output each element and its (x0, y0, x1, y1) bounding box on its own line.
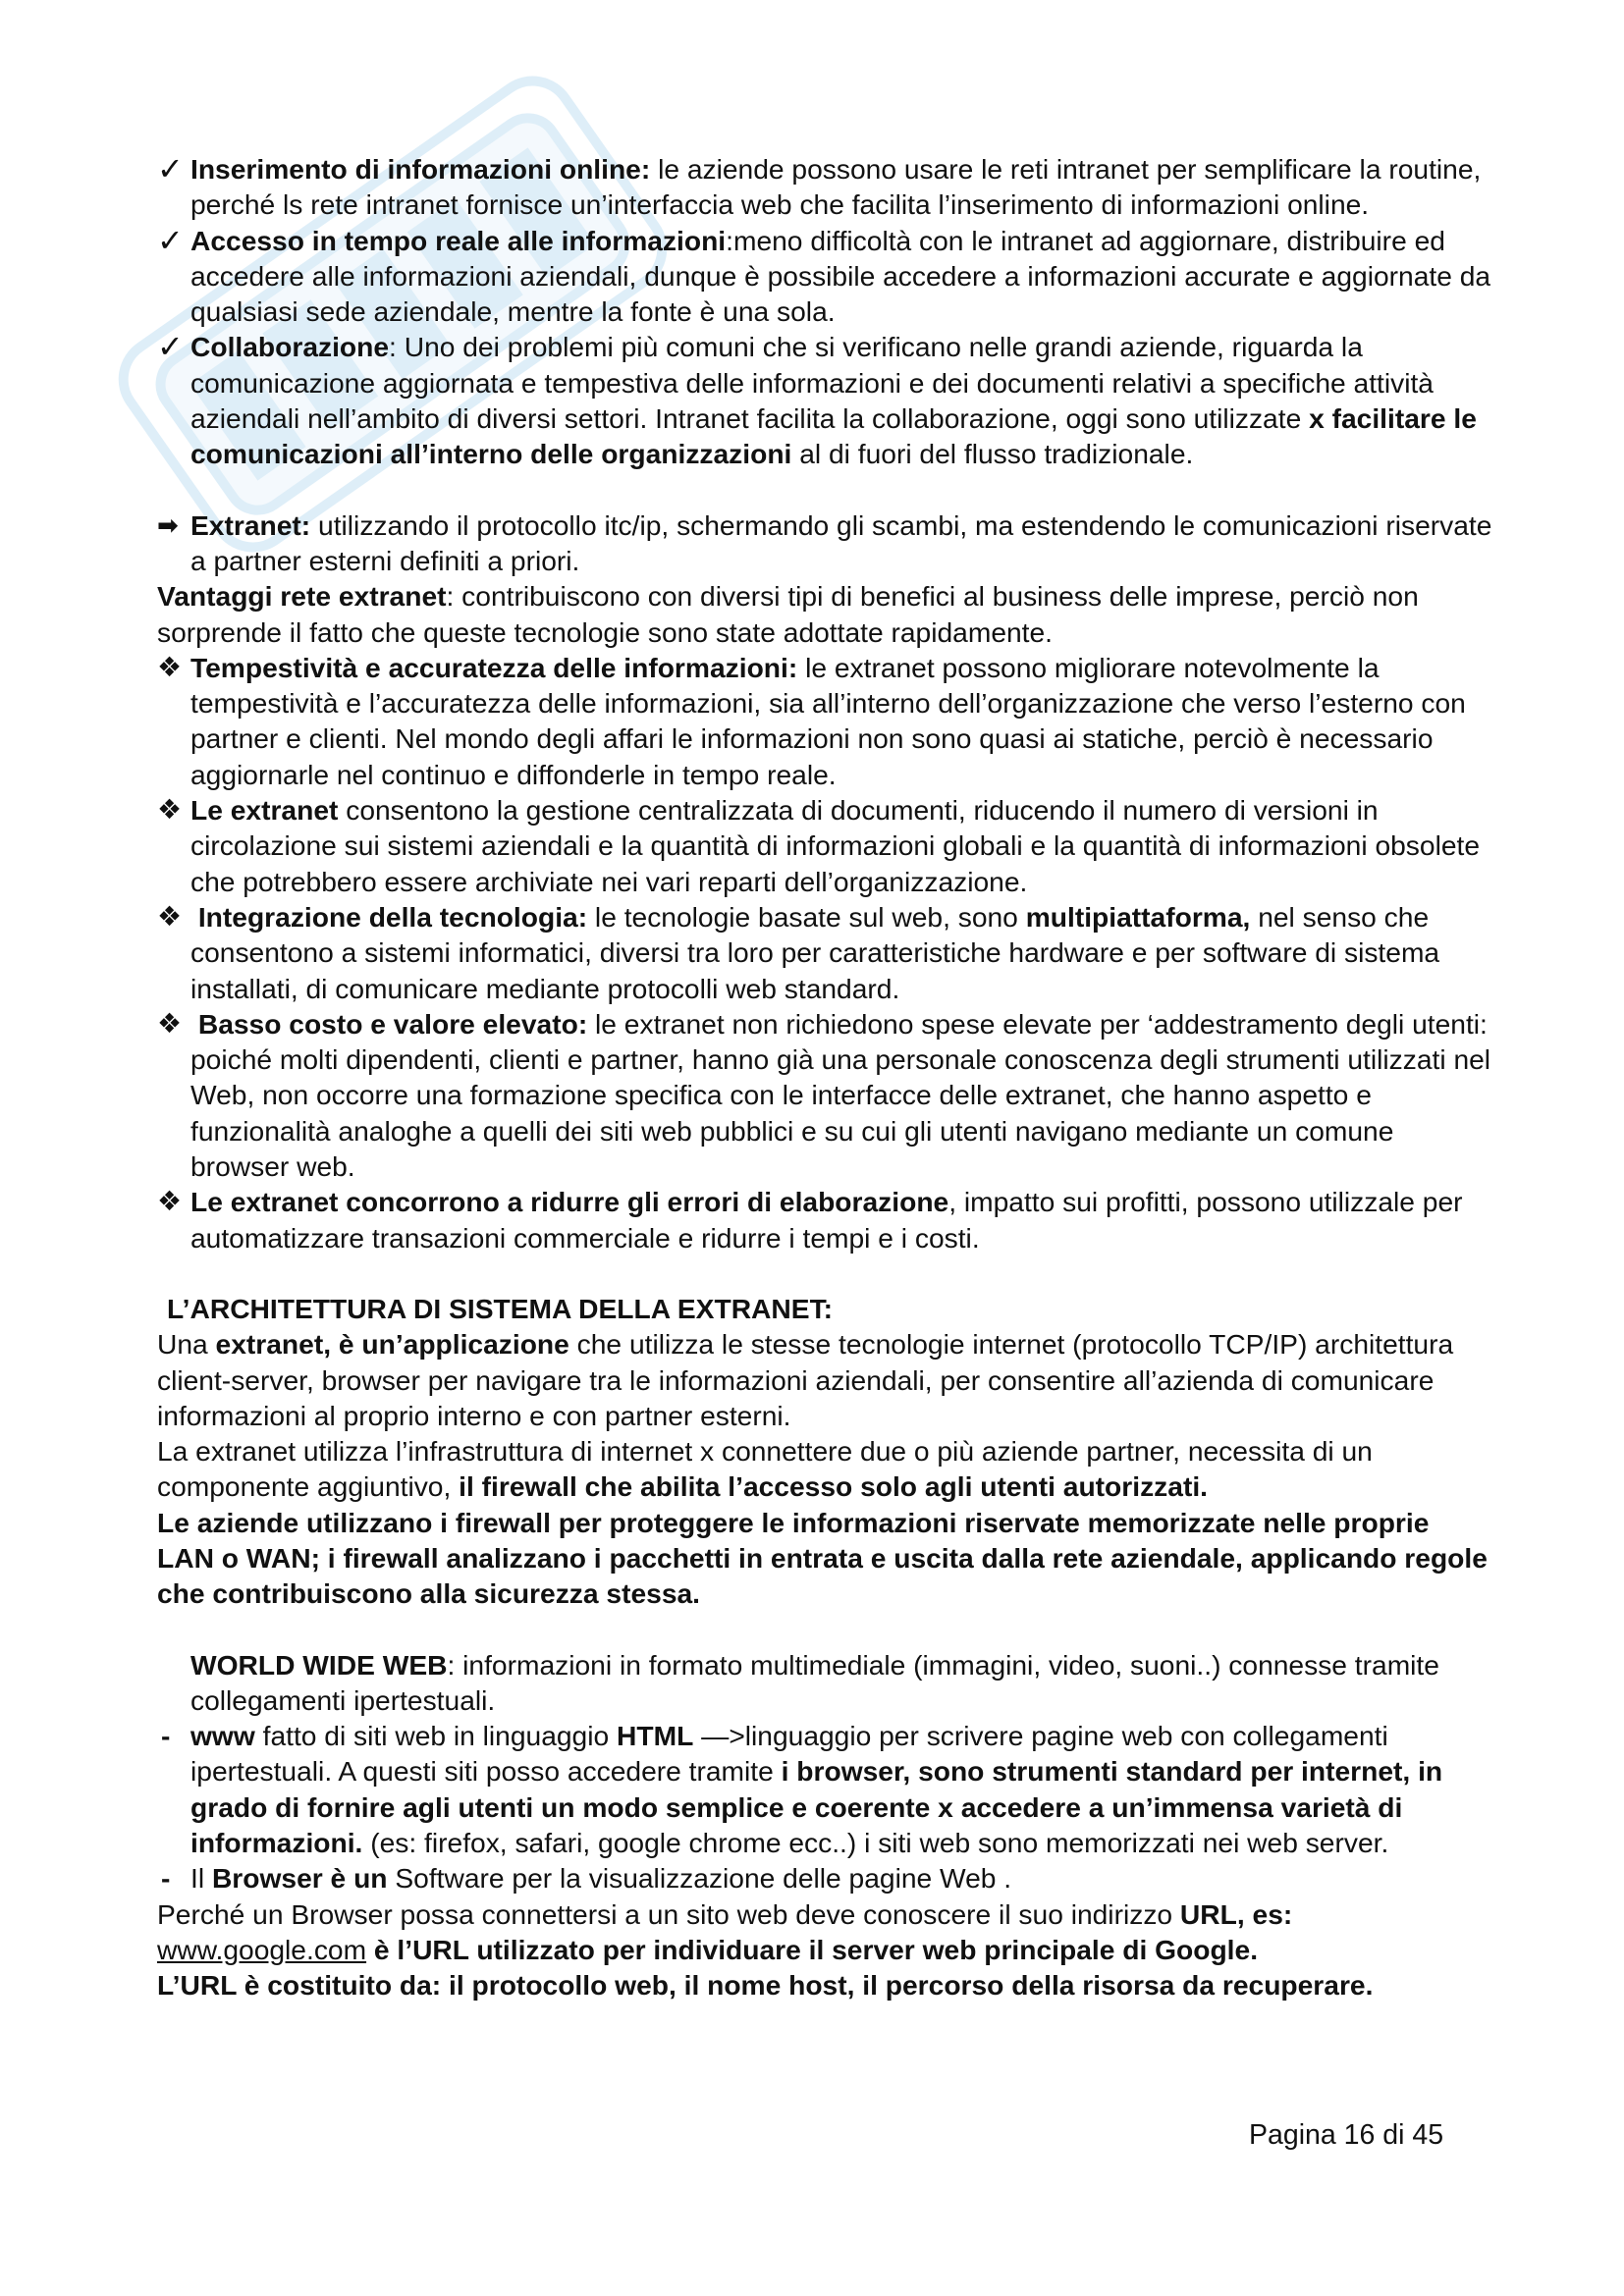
diamond-bullet-icon: ❖ (157, 1186, 183, 1217)
dash-bullet-icon: - (161, 1862, 171, 1895)
section-heading: L’ARCHITETTURA DI SISTEMA DELLA EXTRANET: (167, 1292, 834, 1324)
google-link[interactable]: www.google.com (157, 1933, 367, 1965)
diamond-bullet-icon: ❖ (157, 651, 183, 682)
intranet-bullet: ✓ Inserimento di informazioni online: le aziende possono usare le reti intranet per semplificare la routine, perché ls rete intranet fornisce un’interfaccia web che facilita l’inserimento di informazioni online. (157, 151, 1482, 221)
diamond-bullet-icon: ❖ (157, 794, 183, 826)
check-mark-icon: ✓ (157, 151, 184, 187)
architettura-paragraph: Una extranet, è un’applicazione che utilizza le stesse tecnologie internet (protocollo TCP/IP) architettura client-server, browser per navigare tra le informazioni aziendali, per consentire all’azienda di comunicare informazioni al proprio interno e con partner esterni. (157, 1328, 1454, 1431)
architettura-paragraph: La extranet utilizza l’infrastruttura di internet x connettere due o più aziende partner, necessita di un componente aggiuntivo, il firewall che abilita l’accesso solo agli utenti autorizzati. (157, 1435, 1373, 1503)
arrow-right-icon: ➡ (157, 509, 179, 540)
diamond-bullet-icon: ❖ (157, 1007, 183, 1039)
extranet-bullet: ❖ Integrazione della tecnologia: le tecnologie basate sul web, sono multipiattaforma, nel senso che consentono a sistemi informatici, diversi tra loro per caratteristiche hardware e per software di sistema installati, di comunicare mediante protocolli web standard. (157, 900, 1440, 1004)
url-parts-paragraph: L’URL è costituito da: il protocollo web, il nome host, il percorso della risorsa da recuperare. (157, 1969, 1374, 2002)
page-content (157, 151, 1492, 2003)
www-intro: WORLD WIDE WEB: informazioni in formato multimediale (immagini, video, suoni..) connesse tramite collegamenti ipertestuali. (190, 1648, 1439, 1716)
www-dash-item: - www fatto di siti web in linguaggio HTML —>linguaggio per scrivere pagine web con collegamenti ipertestuali. A questi siti posso accedere tramite i browser, sono strumenti standard per internet, in grado di fornire agli utenti un modo semplice e coerente x accedere a un’immensa varietà di informazioni. (es: firefox, safari, google chrome ecc..) i siti web sono memorizzati nei web server. (161, 1720, 1443, 1859)
dash-bullet-icon: - (161, 1720, 171, 1752)
intranet-bullet: ✓ Accesso in tempo reale alle informazioni:meno difficoltà con le intranet ad aggiornare, distribuire ed accedere alle informazioni aziendali, dunque è possibile accedere a informazioni accurate e aggiornate da qualsiasi sede aziendale, mentre la fonte è una sola. (157, 222, 1491, 328)
extranet-bullet: ❖ Basso costo e valore elevato: le extranet non richiedono spese elevate per ‘addestramento degli utenti: poiché molti dipendenti, clienti e partner, hanno già una personale conoscenza degli strumenti utilizzati nel Web, non occorre una formazione specifica con le interfacce delle extranet, che hanno aspetto e funzionalità analoghe a quelli dei siti web pubblici e su cui gli utenti navigano mediante un comune browser web. (157, 1007, 1491, 1183)
extranet-bullet: ❖ Le extranet consentono la gestione centralizzata di documenti, riducendo il numero di versioni in circolazione sui sistemi aziendali e la quantità di informazioni globali e la quantità di informazioni obsolete che potrebbero essere archiviate nei vari reparti dell’organizzazione. (157, 794, 1481, 897)
vantaggi-paragraph: Vantaggi rete extranet: contribuiscono con diversi tipi di benefici al business delle imprese, perciò non sorprende il fatto che queste tecnologie sono state adottate rapidamente. (157, 580, 1419, 648)
url-paragraph: Perché un Browser possa connettersi a un sito web deve conoscere il suo indirizzo URL, es: www.google.com è l’URL utilizzato per individuare il server web principale di Google. (157, 1897, 1293, 1965)
page-number: Pagina 16 di 45 (1249, 2119, 1444, 2151)
extranet-bullet: ❖ Tempestività e accuratezza delle informazioni: le extranet possono migliorare notevolmente la tempestività e l’accuratezza delle informazioni, sia all’interno dell’organizzazione che verso l’esterno con partner e clienti. Nel mondo degli affari le informazioni non sono quasi ai statiche, perciò è necessario aggiornarle nel continuo e diffonderle in tempo reale. (157, 651, 1466, 790)
firewall-paragraph: Le aziende utilizzano i firewall per proteggere le informazioni riservate memorizzate nelle proprie LAN o WAN; i firewall analizzano i pacchetti in entrata e uscita dalla rete aziendale, applicando regole che contribuiscono alla sicurezza stessa. (157, 1506, 1488, 1610)
extranet-bullet: ❖ Le extranet concorrono a ridurre gli errori di elaborazione, impatto sui profitti, possono utilizzale per automatizzare transazioni commerciale e ridurre i tempi e i costi. (157, 1186, 1463, 1254)
intranet-bullet: ✓ Collaborazione: Uno dei problemi più comuni che si verificano nelle grandi aziende, riguarda la comunicazione aggiornata e tempestiva delle informazioni e dei documenti relativi a specifiche attività aziendali nell’ambito di diversi settori. Intranet facilita la collaborazione, oggi sono utilizzate x facilitare le comunicazioni all’interno delle organizzazioni al di fuori del flusso tradizionale. (157, 329, 1477, 470)
extranet-definition: ➡ Extranet: utilizzando il protocollo itc/ip, schermando gli scambi, ma estendendo le comunicazioni riservate a partner esterni definiti a priori. (157, 508, 1492, 576)
check-mark-icon: ✓ (157, 329, 184, 365)
www-dash-item: - Il Browser è un Software per la visualizzazione delle pagine Web . (157, 1860, 1492, 1896)
check-mark-icon: ✓ (157, 222, 184, 258)
diamond-bullet-icon: ❖ (157, 900, 183, 932)
